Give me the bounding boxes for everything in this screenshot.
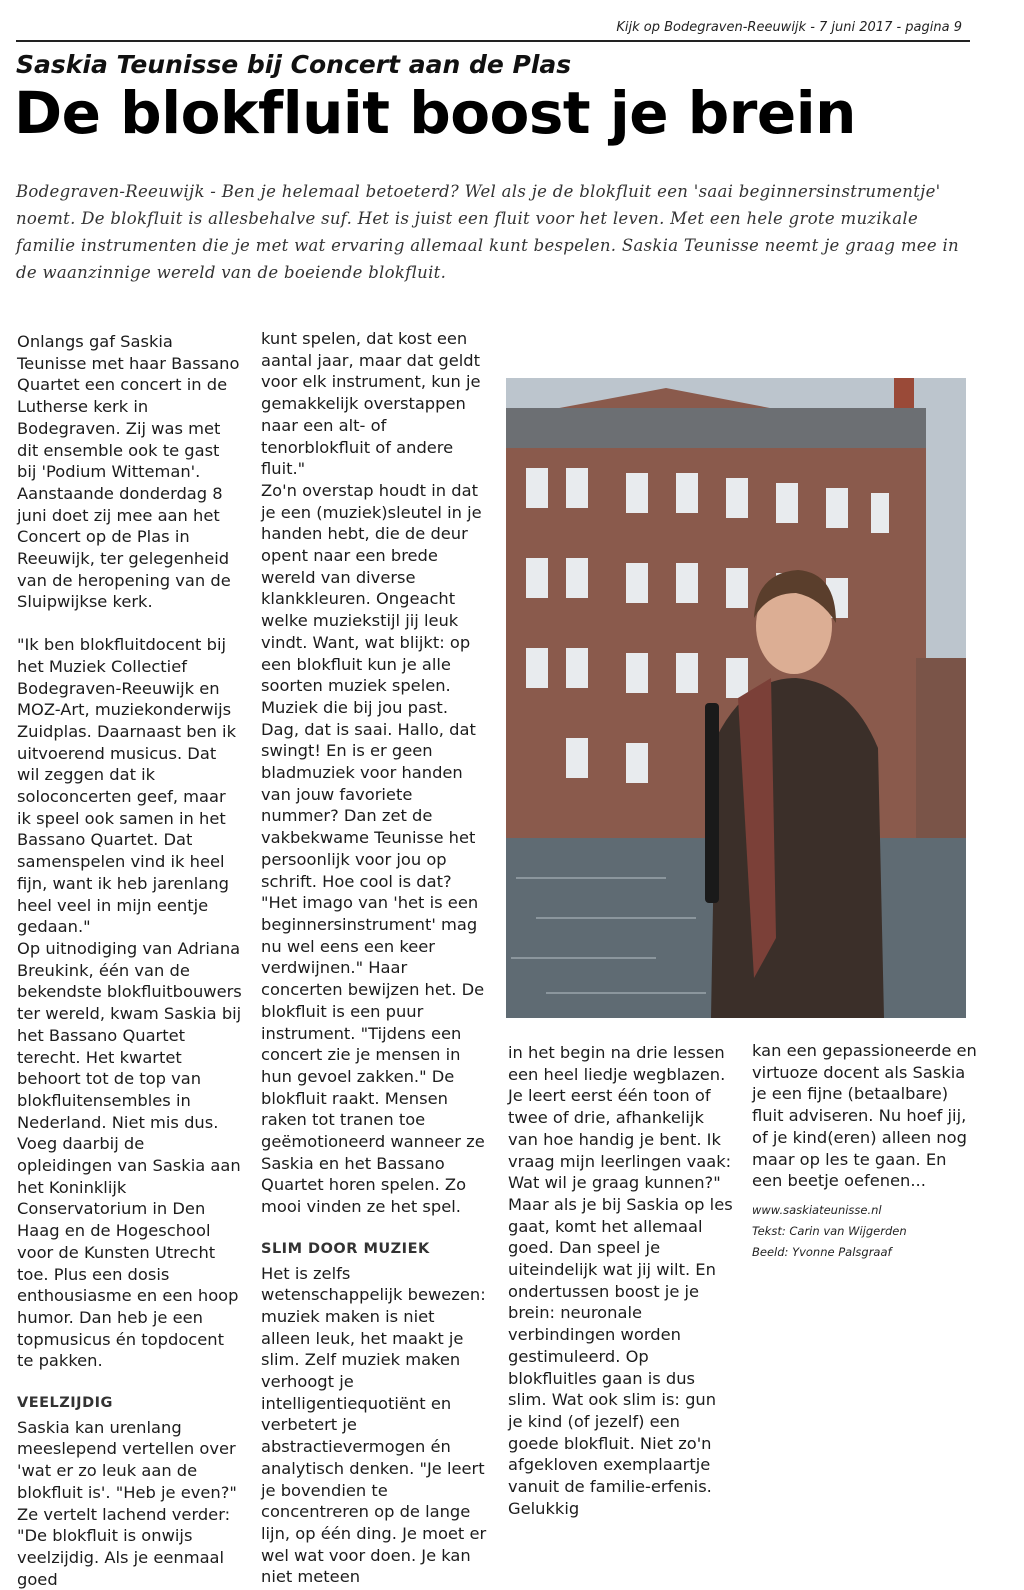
paragraph: Op uitnodiging van Adriana Breukink, één van de bekendste blokfluitbouwers ter wereld, kwam Saskia bij het Bassano Quartet terecht. Het kwartet behoort tot de top van blokfluitensembles in Nederland. Niet mis dus. Voeg daarbij de opleidingen van Saskia aan het Koninklijk Conservatorium in Den Haag en de Hogeschool voor de Kunsten Utrecht toe. Plus een dosis enthousiasme en een hoop humor. Dan heb je een topmusicus én topdocent te pakken. xyxy=(17,938,242,1371)
side-building xyxy=(916,658,966,848)
credits xyxy=(752,1200,978,1263)
text-credit: Tekst: Carin van Wijgerden xyxy=(752,1223,907,1238)
paragraph: kunt spelen, dat kost een aantal jaar, maar dat geldt voor elk instrument, kun je gemakkelijk overstappen naar een alt- of tenorblokfluit of andere fluit." xyxy=(261,329,481,479)
paragraph: Onlangs gaf Saskia Teunisse met haar Bassano Quartet een concert in de Lutherse kerk in Bodegraven. Zij was met dit ensemble ook te gast bij 'Podium Witteman'. Aanstaande donderdag 8 juni doet zij mee aan het Concert op de Plas in Reeuwijk, ter gelegenheid van de heropening van de Sluipwijkse kerk. xyxy=(17,332,240,612)
header-rule xyxy=(16,40,970,42)
recorder xyxy=(705,703,719,903)
paragraph: Het is zelfs wetenschappelijk bewezen: muziek maken is niet alleen leuk, het maakt je slim. Zelf muziek maken verhoogt je intelligentiequotiënt en verbetert je abstractievermogen én analytisch denken. "Je leert je bovendien te concentreren op de lange lijn, op één ding. Je moet er wel wat voor doen. Je kan niet meteen xyxy=(261,1263,487,1587)
column-3 xyxy=(508,1042,734,1519)
kicker: Saskia Teunisse bij Concert aan de Plas xyxy=(16,50,572,79)
column-1 xyxy=(17,331,242,1590)
paragraph: kan een gepassioneerde en virtuoze docent als Saskia je een fijne (betaalbare) fluit adviseren. Nu hoef jij, of je kind(eren) alleen nog maar op les te gaan. En een beetje oefenen... xyxy=(752,1041,977,1191)
subheading-veelzijdig: VEELZIJDIG xyxy=(17,1395,113,1412)
paragraph: "Ik ben blokfluitdocent bij het Muziek Collectief Bodegraven-Reeuwijk en MOZ-Art, muziekonderwijs Zuidplas. Daarnaast ben ik uitvoerend musicus. Dat wil zeggen dat ik soloconcerten geef, maar ik speel ook samen in het Bassano Quartet. Dat samenspelen vind ik heel fijn, want ik heb jarenlang heel veel in mijn eentje gedaan." xyxy=(17,635,237,937)
paragraph: in het begin na drie lessen een heel liedje wegblazen. Je leert eerst één toon of twee of drie, afhankelijk van hoe handig je bent. Ik vraag mijn leerlingen vaak: Wat wil je graag kunnen?" Maar als je bij Saskia op les gaat, komt het allemaal goed. Dan speel je uiteindelijk wat jij wilt. En ondertussen boost je je brein: neuronale verbindingen worden gestimuleerd. Op blokfluitles gaan is dus slim. Wat ook slim is: gun je kind (of jezelf) een goede blokfluit. Niet zo'n afgekloven exemplaartje vanuit de familie-erfenis. Gelukkig xyxy=(508,1043,733,1518)
article-photo xyxy=(506,378,966,1018)
folio-text: Kijk op Bodegraven-Reeuwijk - 7 juni 2017 - pagina 9 xyxy=(616,20,962,35)
paragraph: Saskia kan urenlang meeslepend vertellen over 'wat er zo leuk aan de blokfluit is'. "Heb je even?" Ze vertelt lachend verder: "De blokfluit is onwijs veelzijdig. Als je eenmaal goed xyxy=(17,1417,237,1589)
photo-credit: Beeld: Yvonne Palsgraaf xyxy=(752,1244,892,1259)
lead-paragraph: Bodegraven-Reeuwijk - Ben je helemaal betoeterd? Wel als je de blokfluit een 'saai beginnersinstrumentje' noemt. De blokfluit is allesbehalve suf. Het is juist een fluit voor het leven. Met een hele grote muzikale familie instrumenten die je met wat ervaring allemaal kunt bespelen. Saskia Teunisse neemt je graag mee in de waanzinnige wereld van de boeiende blokfluit. xyxy=(16,182,959,282)
column-4 xyxy=(752,1040,978,1263)
roof xyxy=(506,408,926,448)
paragraph: Zo'n overstap houdt in dat je een (muziek)sleutel in je handen hebt, die de deur opent naar een brede wereld van diverse klankkleuren. Ongeacht welke muziekstijl jij leuk vindt. Want, wat blijkt: op een blokfluit kun je alle soorten muziek spelen. Muziek die bij jou past. Dag, dat is saai. Hallo, dat swingt! En is er geen bladmuziek voor handen van jouw favoriete nummer? Dan zet de vakbekwame Teunisse het persoonlijk voor jou op schrift. Hoe cool is dat? "Het imago van 'het is een beginnersinstrument' mag nu wel eens een keer verdwijnen." Haar concerten bewijzen het. De blokfluit is een puur instrument. "Tijdens een concert zie je mensen in hun gevoel zakken." De blokfluit raakt. Mensen raken tot tranen toe geëmotioneerd wanneer ze Saskia en het Bassano Quartet horen spelen. Zo mooi vinden ze het spel. xyxy=(261,480,485,1217)
photo-illustration xyxy=(506,378,966,1018)
website-link[interactable]: www.saskiateunisse.nl xyxy=(752,1202,882,1217)
column-2 xyxy=(261,328,487,1588)
page-header xyxy=(0,0,1024,44)
headline: De blokfluit boost je brein xyxy=(14,79,856,147)
subheading-slim-door-muziek: SLIM DOOR MUZIEK xyxy=(261,1240,430,1257)
